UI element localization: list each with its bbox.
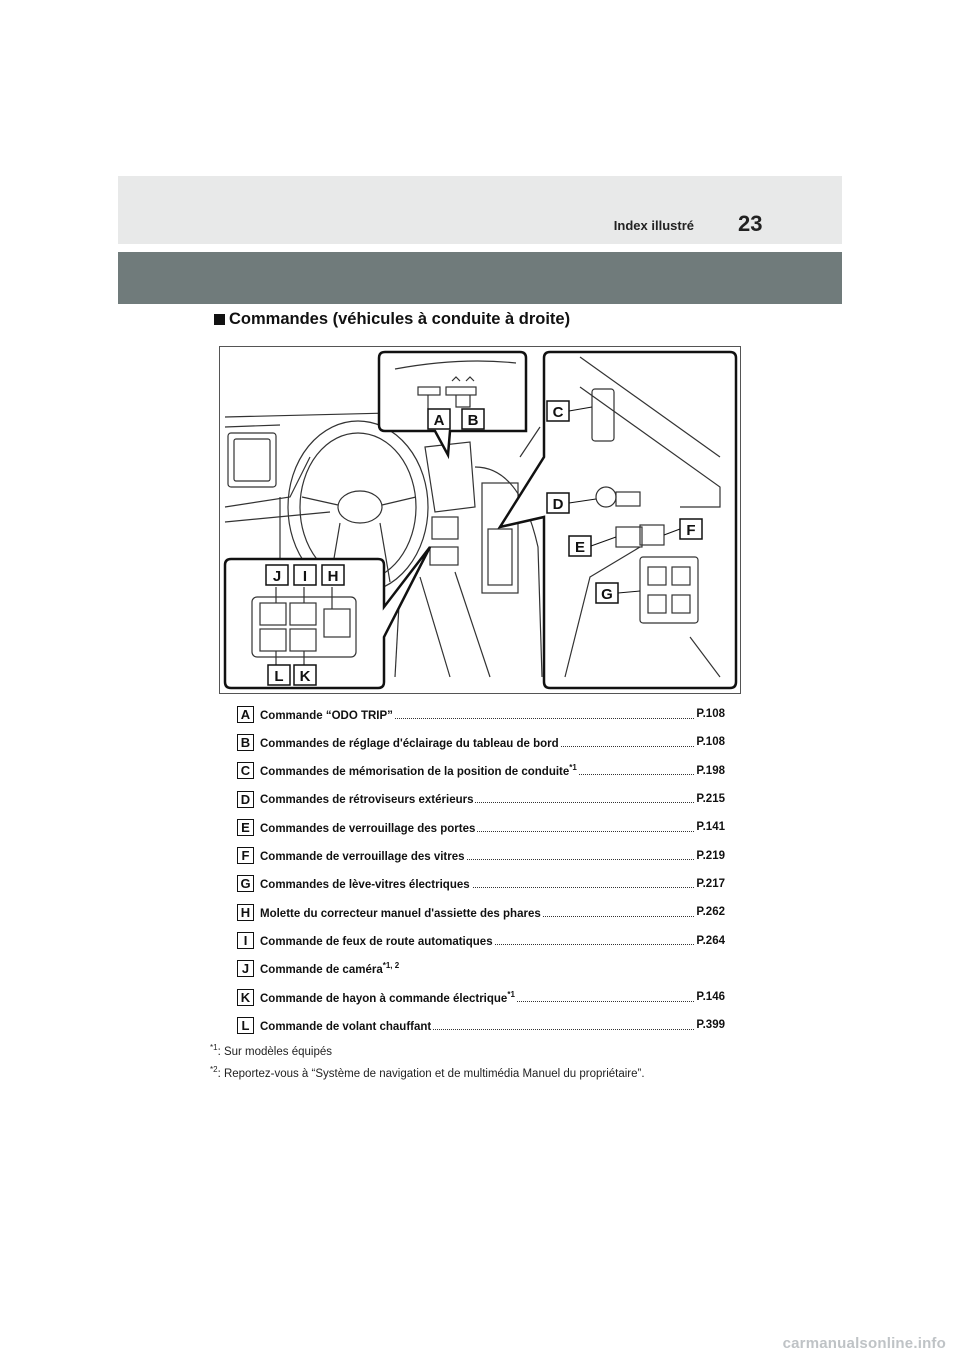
callout-h: [322, 565, 344, 585]
footnote-2: [210, 1059, 750, 1081]
item-page-ref[interactable]: P.215: [696, 793, 725, 806]
callout-l: [268, 665, 290, 685]
item-letter-badge: A: [237, 706, 254, 723]
item-label: Molette du correcteur manuel d'assiette des phares: [260, 907, 541, 920]
svg-text:L: L: [274, 668, 284, 685]
callout-j: [266, 565, 288, 585]
list-item: [237, 757, 725, 785]
list-item: [237, 841, 725, 869]
item-page-ref[interactable]: P.262: [696, 906, 725, 919]
callout-i: [294, 565, 316, 585]
item-page-ref[interactable]: P.264: [696, 934, 725, 947]
footnote-text: : Reportez-vous à “Système de navigation et de multimédia Manuel du propriétaire”.: [217, 1067, 645, 1080]
list-item: [237, 870, 725, 898]
item-letter-badge: D: [237, 791, 254, 808]
callout-a: [428, 409, 450, 429]
list-item: [237, 1011, 725, 1039]
item-page-ref[interactable]: P.141: [696, 821, 725, 834]
list-item: [237, 700, 725, 728]
item-label: Commandes de mémorisation de la position de conduite: [260, 766, 570, 779]
footnote-mark: *1: [210, 1043, 218, 1052]
section-heading: [214, 310, 570, 329]
list-item: [237, 728, 725, 756]
item-letter-badge: G: [237, 875, 254, 892]
svg-text:F: F: [686, 522, 696, 539]
footnote-text: : Sur modèles équipés: [217, 1045, 332, 1058]
item-letter-badge: J: [237, 960, 254, 977]
svg-text:C: C: [552, 404, 564, 421]
svg-text:A: A: [433, 412, 445, 429]
item-letter-badge: E: [237, 819, 254, 836]
cockpit-drawing: [220, 347, 740, 693]
controls-index-list: [237, 700, 725, 1040]
list-item: [237, 898, 725, 926]
callout-b: [462, 409, 484, 429]
item-letter-badge: H: [237, 904, 254, 921]
item-letter-badge: L: [237, 1017, 254, 1034]
svg-text:D: D: [552, 496, 564, 513]
section-title: Commandes (véhicules à conduite à droite): [229, 310, 571, 328]
item-letter-badge: C: [237, 762, 254, 779]
header-dark-band: [118, 252, 842, 304]
item-letter-badge: B: [237, 734, 254, 751]
footnotes: [210, 1037, 750, 1081]
header-band: [118, 176, 842, 244]
item-label: Commande “ODO TRIP”: [260, 709, 393, 722]
item-page-ref[interactable]: P.108: [696, 708, 725, 721]
svg-text:B: B: [467, 412, 479, 429]
item-label: Commandes de verrouillage des portes: [260, 822, 476, 835]
page-number: 23: [738, 211, 763, 236]
item-page-ref[interactable]: P.146: [696, 991, 725, 1004]
item-label: Commande de volant chauffant: [260, 1020, 432, 1033]
list-item: [237, 785, 725, 813]
callout-c: [547, 401, 569, 421]
item-letter-badge: K: [237, 989, 254, 1006]
item-letter-badge: I: [237, 932, 254, 949]
list-item: [237, 926, 725, 954]
item-page-ref[interactable]: P.219: [696, 849, 725, 862]
item-footnote-mark: *1, 2: [382, 961, 400, 971]
list-item: [237, 955, 725, 983]
item-letter-badge: F: [237, 847, 254, 864]
list-item: [237, 813, 725, 841]
callout-f: [680, 519, 702, 539]
item-page-ref[interactable]: P.399: [696, 1019, 725, 1032]
item-label: Commandes de lève-vitres électriques: [260, 879, 470, 892]
watermark-url: carmanualsonline.info: [782, 1335, 946, 1352]
callout-k: [294, 665, 316, 685]
item-label: Commande de hayon à commande électrique: [260, 992, 508, 1005]
item-footnote-mark: *1: [507, 989, 515, 999]
svg-text:J: J: [272, 568, 282, 585]
callout-e: [569, 536, 591, 556]
controls-illustration: [219, 346, 741, 694]
item-label: Commande de caméra: [260, 964, 383, 977]
callout-g: [596, 583, 618, 603]
svg-text:E: E: [574, 539, 586, 556]
item-page-ref[interactable]: P.217: [696, 877, 725, 890]
chapter-title: Index illustré: [613, 218, 694, 233]
list-item: [237, 983, 725, 1011]
item-page-ref[interactable]: P.108: [696, 736, 725, 749]
item-label: Commandes de réglage d'éclairage du tableau de bord: [260, 737, 559, 750]
svg-text:K: K: [299, 668, 311, 685]
item-label: Commande de feux de route automatiques: [260, 935, 493, 948]
svg-text:G: G: [601, 586, 613, 603]
svg-text:I: I: [302, 568, 308, 585]
square-bullet-icon: [214, 314, 225, 325]
footnote-mark: *2: [210, 1065, 218, 1074]
item-label: Commande de verrouillage des vitres: [260, 851, 465, 864]
svg-text:H: H: [327, 568, 339, 585]
item-footnote-mark: *1: [569, 763, 577, 773]
item-page-ref[interactable]: P.198: [696, 764, 725, 777]
footnote-1: [210, 1037, 750, 1059]
item-label: Commandes de rétroviseurs extérieurs: [260, 794, 474, 807]
callout-d: [547, 493, 569, 513]
